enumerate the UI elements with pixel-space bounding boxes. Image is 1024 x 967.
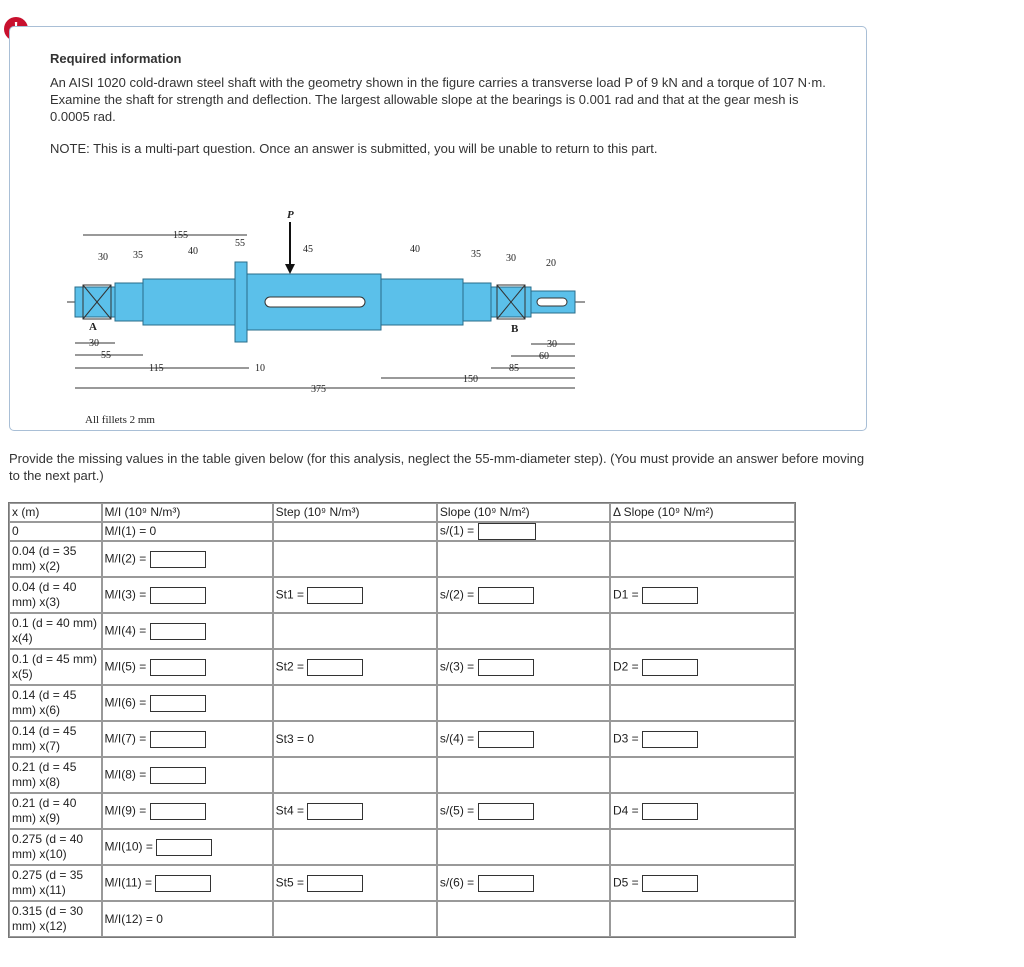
step-input-1[interactable] [307,587,363,604]
x-cell: 0.1 (d = 40 mm) x(4) [9,613,102,649]
x-cell: 0.1 (d = 45 mm) x(5) [9,649,102,685]
slope-cell: s/(3) = [437,649,610,685]
mi-cell: M/I(9) = [102,793,273,829]
top-dim-label: 155 [173,230,188,241]
step-input-5[interactable] [307,875,363,892]
mi-cell: M/I(6) = [102,685,273,721]
info-title: Required information [50,51,182,66]
step-cell: St2 = [273,649,437,685]
mi-cell: M/I(5) = [102,649,273,685]
dslope-cell [610,757,795,793]
keyway-gear [265,297,365,307]
step-cell: St4 = [273,793,437,829]
mi-input-6[interactable] [150,695,206,712]
dslope-cell: D1 = [610,577,795,613]
step-input-4[interactable] [307,803,363,820]
multi-part-note: NOTE: This is a multi-part question. Once an answer is submitted, you will be unable to return to this part. [50,141,658,156]
dia-label: 35 [133,250,143,261]
x-cell: 0.14 (d = 45 mm) x(6) [9,685,102,721]
step-cell: St5 = [273,865,437,901]
slope-input-3[interactable] [478,659,534,676]
x-cell: 0 [9,522,102,541]
dim-label: 10 [255,363,265,374]
dim-label: 60 [539,351,549,362]
step-cell [273,829,437,865]
slope-cell: s/(4) = [437,721,610,757]
dia-label: 35 [471,249,481,260]
dslope-input-4[interactable] [642,803,698,820]
step-cell [273,613,437,649]
mi-input-5[interactable] [150,659,206,676]
table-row [9,793,795,829]
step-cell [273,757,437,793]
step-cell [273,901,437,937]
step-cell [273,685,437,721]
slope-cell [437,613,610,649]
table-row [9,577,795,613]
slope-cell: s/(2) = [437,577,610,613]
table-row [9,649,795,685]
x-cell: 0.21 (d = 45 mm) x(8) [9,757,102,793]
dslope-cell: D5 = [610,865,795,901]
header-mi: M/I (10⁹ N/m³) [102,503,273,522]
mi-input-7[interactable] [150,731,206,748]
dia-label: 45 [303,244,313,255]
table-row [9,613,795,649]
x-cell: 0.275 (d = 40 mm) x(10) [9,829,102,865]
problem-statement: An AISI 1020 cold-drawn steel shaft with the geometry shown in the figure carries a transverse load P of 9 kN and a torque of 107 N·m. Examine the shaft for strength and deflection. The largest allowable slope at the bearings is 0.001 rad and that at the gear mesh is 0.0005 rad. [50,75,826,124]
dslope-cell [610,522,795,541]
step-cell: St3 = 0 [273,721,437,757]
mi-input-4[interactable] [150,623,206,640]
table-row [9,541,795,577]
required-information-panel [9,26,867,431]
dslope-cell: D2 = [610,649,795,685]
section-40-left [143,279,235,325]
section-30-left [75,287,115,317]
x-cell: 0.315 (d = 30 mm) x(12) [9,901,102,937]
slope-cell: s/(1) = [437,522,610,541]
slope-cell [437,685,610,721]
mi-cell: M/I(8) = [102,757,273,793]
dslope-cell [610,829,795,865]
load-label: P [287,209,294,221]
slope-input-2[interactable] [478,587,534,604]
mi-input-10[interactable] [156,839,212,856]
table-row [9,865,795,901]
dim-label: 150 [463,374,478,385]
dia-label: 40 [188,246,198,257]
x-cell: 0.21 (d = 40 mm) x(9) [9,793,102,829]
table-row [9,522,795,541]
step-input-2[interactable] [307,659,363,676]
mi-cell: M/I(12) = 0 [102,901,273,937]
slope-cell [437,757,610,793]
step-cell [273,522,437,541]
table-row [9,829,795,865]
section-35-right [463,283,491,321]
step-cell [273,541,437,577]
header-dslope: Δ Slope (10⁹ N/m²) [610,503,795,522]
dia-label: 30 [506,253,516,264]
table-row [9,721,795,757]
shaft-diagram [65,202,585,432]
slope-input-1[interactable] [478,523,536,540]
table-row [9,901,795,937]
dim-label: 30 [547,339,557,350]
dslope-cell [610,901,795,937]
mi-cell: M/I(7) = [102,721,273,757]
mi-input-2[interactable] [150,551,206,568]
dslope-cell [610,541,795,577]
instruction-text: Provide the missing values in the table given below (for this analysis, neglect the 55-mm-diameter step). (You must provide an answer before moving to the next part.) [9,451,865,483]
dia-label: 20 [546,258,556,269]
header-step: Step (10⁹ N/m³) [273,503,437,522]
slope-input-4[interactable] [478,731,534,748]
slope-cell [437,901,610,937]
mi-cell: M/I(3) = [102,577,273,613]
dslope-input-5[interactable] [642,875,698,892]
slope-cell: s/(5) = [437,793,610,829]
dia-label: 40 [410,244,420,255]
dslope-cell: D3 = [610,721,795,757]
mi-input-11[interactable] [155,875,211,892]
slope-cell [437,541,610,577]
table-row [9,685,795,721]
mi-cell: M/I(10) = [102,829,273,865]
table-row [9,757,795,793]
x-cell: 0.14 (d = 45 mm) x(7) [9,721,102,757]
dia-label: 30 [98,252,108,263]
dim-label: 85 [509,363,519,374]
header-slope: Slope (10⁹ N/m²) [437,503,610,522]
mi-input-8[interactable] [150,767,206,784]
section-55-step [235,262,247,342]
dslope-input-3[interactable] [642,731,698,748]
dim-label: 30 [89,338,99,349]
dim-label: 375 [311,384,326,395]
header-x: x (m) [9,503,102,522]
bearing-b-label: B [511,323,519,335]
mi-cell: M/I(4) = [102,613,273,649]
section-35-left [115,283,143,321]
slope-input-6[interactable] [478,875,534,892]
bearing-a-label: A [89,321,97,333]
dslope-cell: D4 = [610,793,795,829]
dia-label: 55 [235,238,245,249]
dim-label: 55 [101,350,111,361]
slope-cell [437,829,610,865]
slope-cell: s/(6) = [437,865,610,901]
dslope-input-1[interactable] [642,587,698,604]
analysis-table [8,502,796,938]
section-40-right [381,279,463,325]
step-cell: St1 = [273,577,437,613]
dim-label: 115 [149,363,164,374]
mi-cell: M/I(11) = [102,865,273,901]
dslope-input-2[interactable] [642,659,698,676]
mi-cell: M/I(1) = 0 [102,522,273,541]
x-cell: 0.275 (d = 35 mm) x(11) [9,865,102,901]
dslope-cell [610,685,795,721]
mi-input-9[interactable] [150,803,206,820]
dslope-cell [610,613,795,649]
fillet-note: All fillets 2 mm [85,414,155,426]
shaft-figure [65,202,585,432]
mi-input-3[interactable] [150,587,206,604]
x-cell: 0.04 (d = 40 mm) x(3) [9,577,102,613]
keyway-end [537,298,567,306]
mi-cell: M/I(2) = [102,541,273,577]
x-cell: 0.04 (d = 35 mm) x(2) [9,541,102,577]
table-header-row [9,503,795,522]
slope-input-5[interactable] [478,803,534,820]
